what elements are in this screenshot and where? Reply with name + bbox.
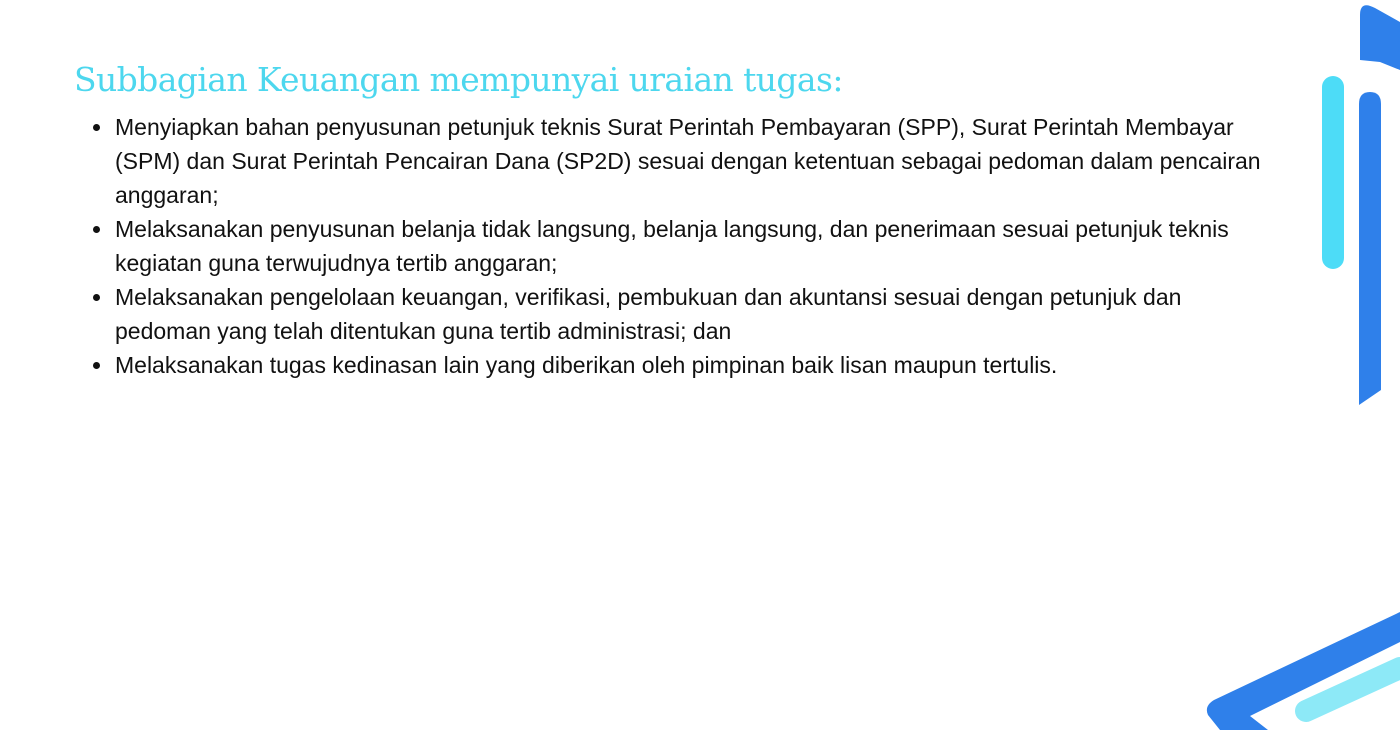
duty-item <box>74 212 1274 280</box>
bullet-icon <box>93 362 100 369</box>
decor-blue-hook <box>1360 5 1400 70</box>
section-heading: Subbagian Keuangan mempunyai uraian tugas: <box>74 60 843 99</box>
bullet-icon <box>93 124 100 131</box>
duty-text: Melaksanakan penyusunan belanja tidak langsung, belanja langsung, dan penerimaan sesuai petunjuk teknis kegiatan guna terwujudnya tertib anggaran; <box>115 216 1229 276</box>
duty-text: Melaksanakan pengelolaan keuangan, verifikasi, pembukuan dan akuntansi sesuai dengan petunjuk dan pedoman yang telah ditentukan guna tertib administrasi; dan <box>115 284 1182 344</box>
duty-item <box>74 280 1274 348</box>
duty-text: Melaksanakan tugas kedinasan lain yang diberikan oleh pimpinan baik lisan maupun tertulis. <box>115 352 1058 378</box>
bullet-icon <box>93 294 100 301</box>
decor-light-cyan-stroke <box>1306 668 1400 711</box>
duty-item <box>74 110 1274 212</box>
duty-list <box>74 110 1274 382</box>
duty-item <box>74 348 1274 382</box>
bullet-icon <box>93 226 100 233</box>
decor-blue-bar <box>1359 92 1381 405</box>
duty-text: Menyiapkan bahan penyusunan petunjuk teknis Surat Perintah Pembayaran (SPP), Surat Perintah Membayar (SPM) dan Surat Perintah Pencairan Dana (SP2D) sesuai dengan ketentuan sebagai pedoman dalam pencairan anggaran; <box>115 114 1261 208</box>
content-area <box>74 56 1274 382</box>
decor-cyan-bar <box>1322 76 1344 269</box>
decor-blue-chevron <box>1207 612 1400 730</box>
